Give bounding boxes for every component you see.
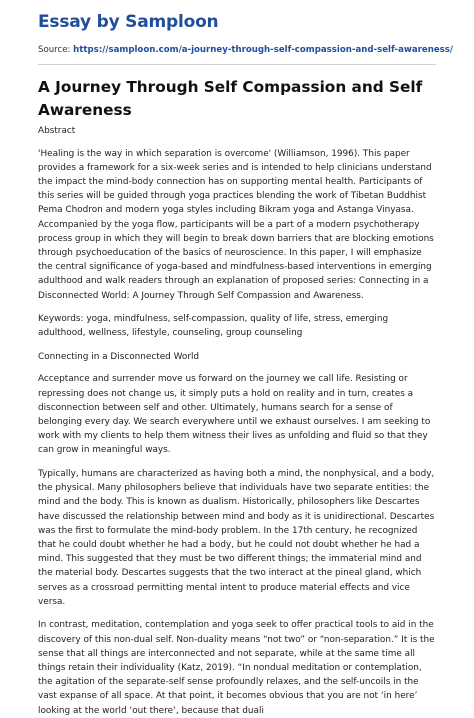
source-line — [38, 45, 453, 55]
article-title: A Journey Through Self Compassion and Self Awareness — [38, 78, 423, 119]
abstract-heading: Abstract — [38, 126, 76, 136]
section-heading: Connecting in a Disconnected World — [38, 351, 200, 362]
keywords: Keywords: yoga, mindfulness, self-compassion, quality of life, stress, emerging adulthood, wellness, lifestyle, counseling, group counseling — [38, 314, 389, 339]
brand-title: Essay by Samploon — [38, 12, 219, 32]
source-label: Source: — [38, 45, 74, 55]
abstract-text: 'Healing is the way in which separation is overcome' (Williamson, 1996). This paper provides a framework for a six-week series and is intended to help clinicians understand the impact the mind-body connection has on supporting mental health. Participants of this series will be guided through yoga practices blending the work of Tibetan Buddhist Pema Chodron and modern yoga styles including Bikram yoga and Astanga Vinyasa. Accompanied by the yoga flow, participants will be a part of a modern psychotherapy process group in which they will begin to break down barriers that are blocking emotions through psychoeducation of the basics of neuroscience. In this paper, I will emphasize the central significance of yoga-based and mindfulness-based interventions in emerging adulthood and walk readers through an explanation of proposed series: Connecting in a Disconnected World: A Journey Through Self Compassion and Awareness. — [38, 148, 434, 301]
article-body — [38, 124, 438, 716]
source-link[interactable]: https://samploon.com/a-journey-through-self-compassion-and-self-awareness/ — [73, 45, 454, 55]
body-paragraph: Acceptance and surrender move us forward on the journey we call life. Resisting or repressing does not change us, it simply puts a hold on reality and in turn, creates a disconnection between self and other. Ultimately, humans search for a sense of belonging every day. We search everywhere until we exhaust ourselves. I am seeking to work with my clients to help them witness their lives as unfolding and fluid so that they can grow in meaningful ways. — [38, 374, 431, 456]
body-paragraph: Typically, humans are characterized as having both a mind, the nonphysical, and a body, the physical. Many philosophers believe that individuals have two separate entities: the mind and the body. This is known as dualism. Historically, philosophers like Descartes have discussed the relationship between mind and body as it is unidirectional. Descartes was the first to formulate the mind-body problem. In the 17th century, he recognized that he could doubt whether he had a body, but he could not doubt whether he had a mind. This suggested that they must be two different things; the immaterial mind and the material body. Descartes suggests that the two interact at the pineal gland, which serves as a crossroad permitting mental intent to produce material effects and vice versa. — [38, 469, 435, 607]
body-paragraph: In contrast, meditation, contemplation and yoga seek to offer practical tools to aid in the discovery of this non-dual self. Non-duality means “not two” or “non-separation.” It is the sense that all things are interconnected and not separate, while at the same time all things retain their individuality (Katz, 2019). “In nondual meditation or contemplation, the agitation of the separate-self sense profoundly relaxes, and the self-uncoils in the vast expanse of all space. At that point, it becomes obvious that you are not ‘in here’ looking at the world ‘out there’, because that duali — [38, 620, 435, 716]
header-divider — [38, 64, 436, 65]
